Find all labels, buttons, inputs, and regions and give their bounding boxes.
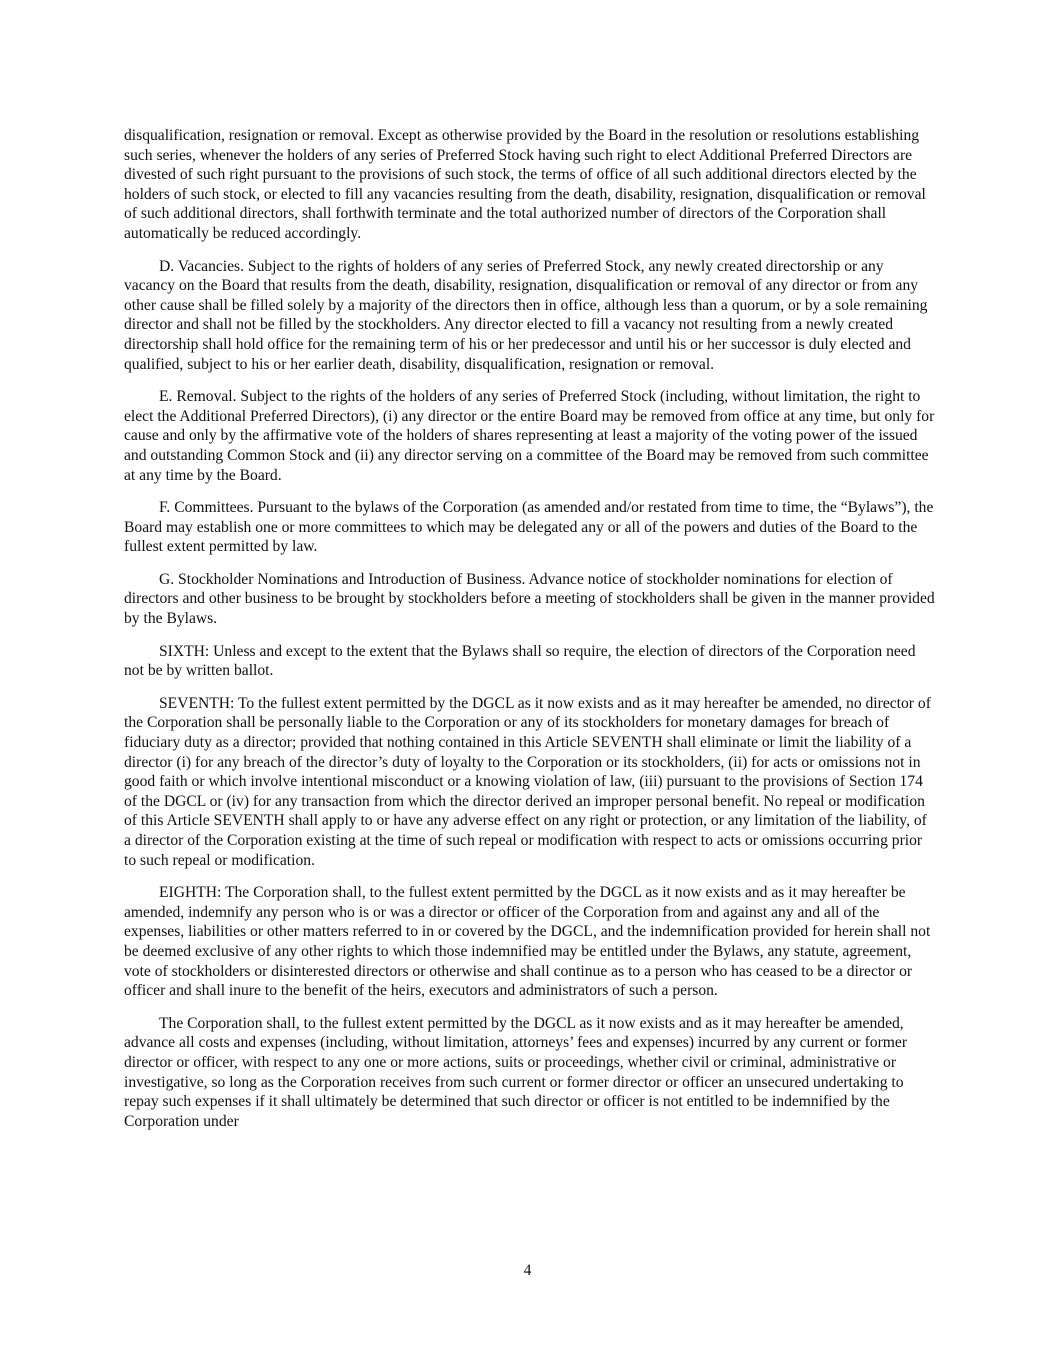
page-number: 4 (523, 1262, 532, 1279)
paragraph-sixth: SIXTH: Unless and except to the extent that the Bylaws shall so require, the election of directors of the Corporation need not be by written ballot. (124, 642, 916, 680)
paragraph-committees: F. Committees. Pursuant to the bylaws of the Corporation (as amended and/or restated from time to time, the “Bylaws”), the Board may establish one or more committees to which may be delegated any or all of the powers and duties of the Board to the fullest extent permitted by law. (124, 499, 934, 556)
paragraph-advancement: The Corporation shall, to the fullest extent permitted by the DGCL as it now exists and as it may hereafter be amended, advance all costs and expenses (including, without limitation, attorneys’ fees and expenses) incurred by any current or former director or officer, with respect to any one or more actions, suits or proceedings, whether civil or criminal, administrative or investigative, so long as the Corporation receives from such current or former director or officer an unsecured undertaking to repay such expenses if it shall ultimately be determined that such director or officer is not entitled to be indemnified by the Corporation under (124, 1014, 908, 1130)
paragraph-vacancies: D. Vacancies. Subject to the rights of holders of any series of Preferred Stock, any newly created directorship or any vacancy on the Board that results from the death, disability, resignation, disqualification or removal of any director or from any other cause shall be filled solely by a majority of the directors then in office, although less than a quorum, or by a sole remaining director and shall not be filled by the stockholders. Any director elected to fill a vacancy not resulting from a newly created directorship shall hold office for the remaining term of his or her predecessor and until his or her successor is duly elected and qualified, subject to his or her earlier death, disability, disqualification, resignation or removal. (124, 257, 928, 373)
paragraph-eighth: EIGHTH: The Corporation shall, to the fullest extent permitted by the DGCL as it now exists and as it may hereafter be amended, indemnify any person who is or was a director or officer of the Corporation from and against any and all of the expenses, liabilities or other matters referred to in or covered by the DGCL, and the indemnification provided for herein shall not be deemed exclusive of any other rights to which those indemnified may be entitled under the Bylaws, any statute, agreement, vote of stockholders or disinterested directors or otherwise and shall continue as to a person who has ceased to be a director or officer and shall inure to the benefit of the heirs, executors and administrators of such a person. (124, 884, 931, 1000)
paragraph-seventh: SEVENTH: To the fullest extent permitted by the DGCL as it now exists and as it may hereafter be amended, no director of the Corporation shall be personally liable to the Corporation or any of its stockholders for monetary damages for breach of fiduciary duty as a director; provided that nothing contained in this Article SEVENTH shall eliminate or limit the liability of a director (i) for any breach of the director’s duty of loyalty to the Corporation or its stockholders, (ii) for acts or omissions not in good faith or which involve intentional misconduct or a knowing violation of law, (iii) pursuant to the provisions of Section 174 of the DGCL or (iv) for any transaction from which the director derived an improper personal benefit. No repeal or modification of this Article SEVENTH shall apply to or have any adverse effect on any right or protection, or any limitation of the liability, of a director of the Corporation existing at the time of such repeal or modification with respect to acts or omissions occurring prior to such repeal or modification. (124, 694, 931, 869)
paragraph-stockholder-nominations: G. Stockholder Nominations and Introduction of Business. Advance notice of stockholder nominations for election of directors and other business to be brought by stockholders before a meeting of stockholders shall be given in the manner provided by the Bylaws. (124, 570, 935, 628)
paragraph-removal: E. Removal. Subject to the rights of the holders of any series of Preferred Stock (including, without limitation, the right to elect the Additional Preferred Directors), (i) any director or the entire Board may be removed from office at any time, but only for cause and only by the affirmative vote of the holders of shares representing at least a majority of the voting power of the issued and outstanding Common Stock and (ii) any director serving on a committee of the Board may be removed from such committee at any time by the Board. (124, 388, 935, 484)
paragraph-continuation: disqualification, resignation or removal. Except as otherwise provided by the Board in the resolution or resolutions establishing such series, whenever the holders of any series of Preferred Stock having such right to elect Additional Preferred Directors are divested of such right pursuant to the provisions of such stock, the terms of office of all such additional directors elected by the holders of such stock, or elected to fill any vacancies resulting from the death, disability, resignation, disqualification or removal of such additional directors, shall forthwith terminate and the total authorized number of directors of the Corporation shall automatically be reduced accordingly. (124, 127, 926, 242)
document-page (124, 126, 936, 1144)
